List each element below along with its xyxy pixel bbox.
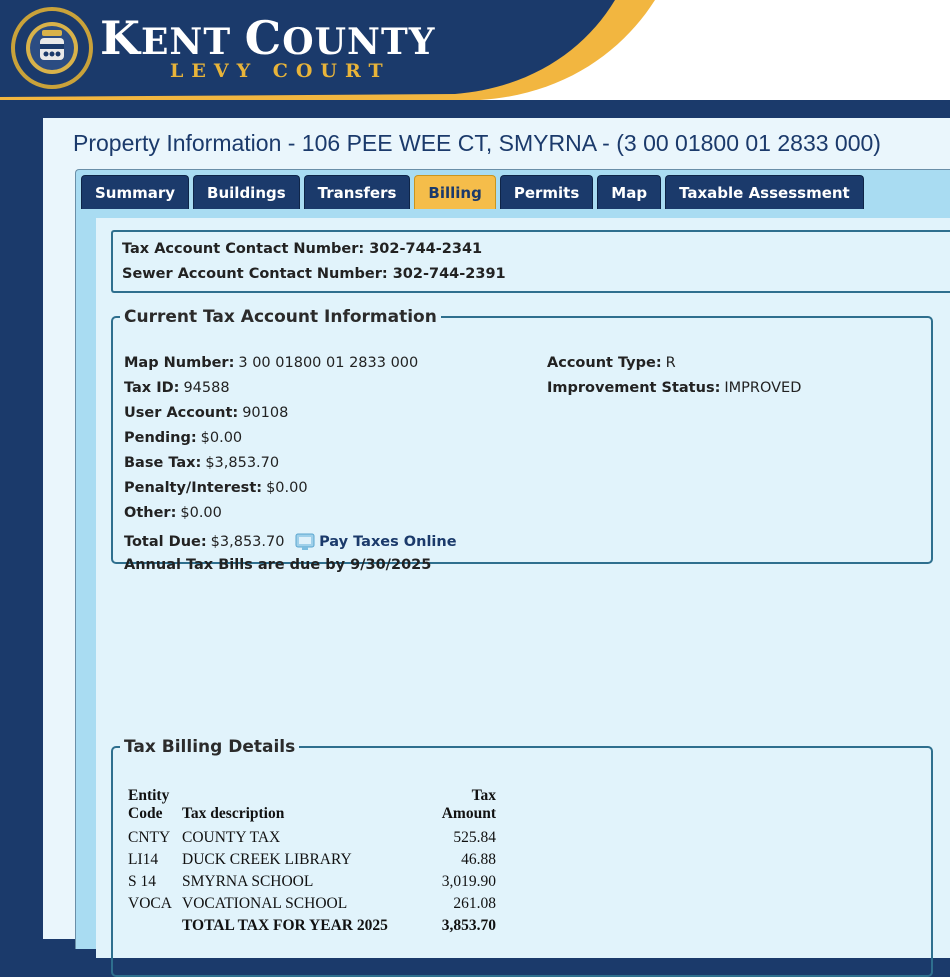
kent-county-seal-icon[interactable] — [10, 6, 94, 90]
due-date-note: Annual Tax Bills are due by 9/30/2025 — [124, 557, 432, 573]
tabs-frame — [75, 169, 950, 949]
user-account-field: User Account: 90108 — [124, 405, 289, 421]
tab-buildings[interactable]: Buildings — [193, 175, 300, 209]
entity-code: S 14 — [128, 873, 156, 890]
total-amount: 3,853.70 — [441, 917, 496, 934]
table-header-row — [128, 787, 501, 827]
tax-amount: 261.08 — [453, 895, 496, 912]
page-title: Property Information - 106 PEE WEE CT, SMYRNA - (3 00 01800 01 2833 000) — [73, 130, 881, 156]
sewer-contact-number: Sewer Account Contact Number: 302-744-2391 — [122, 266, 506, 282]
tab-transfers[interactable]: Transfers — [304, 175, 411, 209]
tax-billing-table — [128, 787, 501, 937]
entity-code: CNTY — [128, 829, 171, 846]
tax-amount: 525.84 — [453, 829, 496, 846]
brand-subtitle: LEVY COURT — [170, 60, 391, 82]
entity-code: LI14 — [128, 851, 159, 868]
pay-taxes-online-link[interactable]: Pay Taxes Online — [319, 534, 457, 550]
tax-amount: 3,019.90 — [441, 873, 496, 890]
entity-code: VOCA — [128, 895, 172, 912]
tab-map[interactable]: Map — [597, 175, 661, 209]
pending-field: Pending: $0.00 — [124, 430, 243, 446]
section-legend: Current Tax Account Information — [124, 307, 437, 327]
tax-description: SMYRNA SCHOOL — [182, 873, 314, 890]
penalty-interest-field: Penalty/Interest: $0.00 — [124, 480, 308, 496]
header-tax-amount: Tax Amount — [441, 787, 496, 822]
tax-id-field: Tax ID: 94588 — [124, 380, 230, 396]
billing-tab-content — [96, 218, 950, 958]
brand-title[interactable]: KENT COUNTY — [100, 11, 436, 65]
table-row — [128, 871, 501, 893]
account-type-field: Account Type: R — [547, 355, 676, 371]
header-divider — [0, 108, 950, 118]
total-description: TOTAL TAX FOR YEAR 2025 — [182, 917, 388, 934]
main-panel — [43, 118, 950, 939]
tab-taxable-assessment[interactable]: Taxable Assessment — [665, 175, 864, 209]
tab-summary[interactable]: Summary — [81, 175, 189, 209]
improvement-status-field: Improvement Status: IMPROVED — [547, 380, 802, 396]
current-tax-account-section — [111, 307, 933, 573]
tab-billing[interactable]: Billing — [414, 175, 495, 209]
tab-permits[interactable]: Permits — [500, 175, 593, 209]
tax-description: VOCATIONAL SCHOOL — [182, 895, 348, 912]
tax-description: DUCK CREEK LIBRARY — [182, 851, 352, 868]
payment-monitor-icon[interactable] — [295, 532, 315, 552]
tax-billing-details-section — [111, 737, 933, 977]
header-tax-description: Tax description — [182, 805, 285, 822]
tax-amount: 46.88 — [461, 851, 496, 868]
tax-description: COUNTY TAX — [182, 829, 281, 846]
header-entity-code: Entity Code — [128, 787, 170, 822]
section-legend: Tax Billing Details — [124, 737, 296, 757]
tab-bar — [81, 175, 864, 211]
total-row — [128, 915, 501, 937]
table-row — [128, 893, 501, 915]
entity-code-empty — [128, 915, 182, 937]
table-row — [128, 849, 501, 871]
tax-contact-number: Tax Account Contact Number: 302-744-2341 — [122, 241, 483, 257]
map-number-field: Map Number: 3 00 01800 01 2833 000 — [124, 355, 419, 371]
other-field: Other: $0.00 — [124, 505, 222, 521]
base-tax-field: Base Tax: $3,853.70 — [124, 455, 280, 471]
total-due-field: Total Due: $3,853.70 Pay Taxes Online — [124, 534, 457, 550]
table-row — [128, 827, 501, 849]
contact-numbers-box — [111, 230, 950, 293]
site-header — [0, 0, 950, 108]
